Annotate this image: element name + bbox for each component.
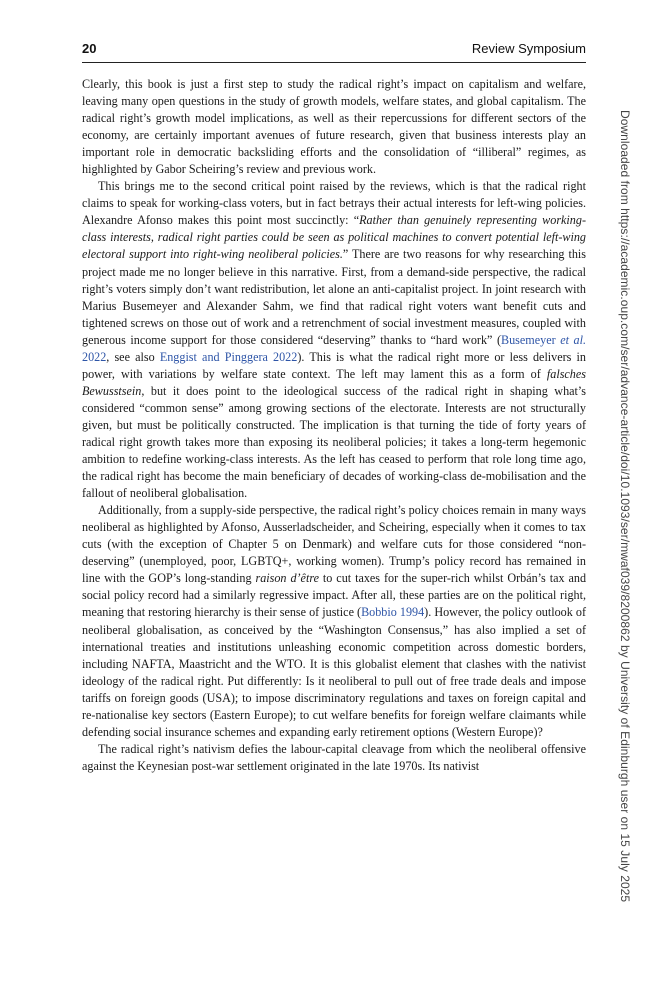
citation-bobbio-1994[interactable]: Bobbio 1994 [361,605,425,620]
download-watermark: Downloaded from https://academic.oup.com/ser/advance-article/doi/10.1093/ser/mwaf039/8200862 by University of Edinburgh user on 15 July 2025 [618,110,632,903]
afonso-quote: Rather than genuinely representing working-class interests, radical right parties could be seen as political machines to convert potential left-wing electoral support into right-wing neoliberal policies. [82,213,586,262]
paragraph-1: Clearly, this book is just a first step to study the radical right’s impact on capitalism and welfare, leaving many open questions in the study of growth models, welfare states, and global capitalism. The radical right’s growth model implications, as well as their repercussions for different sectors of the economy, are certainly important avenues of future research, given that business interests play an important role in democratic backsliding efforts and the consolidation of “illiberal” regimes, as highlighted by Gabor Scheiring’s review and previous work. [82,77,586,177]
paragraph-3-text-2: to cut taxes for the super-rich whilst Orbán’s tax and social policy record had a similarly regressive impact. After all, these parties are on the political right, meaning that restoring hierarchy is their sense of justice ( [82,571,587,620]
paragraph-3-text-3: ). However, the policy outlook of neoliberal globalisation, as conceived by the “Washington Consensus,” has also implied a set of international treaties and institutions unleashing economic competition across domestic borders, including NAFTA, Maastricht and the WTO. It is this globalist element that clashes with the nativist ideology of the radical right. Put differently: Is it neoliberal to pull out of free trade deals and impose tariffs on foreign goods (USA); to impose discriminatory regulations and taxes on foreign capital and re-nationalise key sectors (Eastern Europe); to cut welfare benefits for foreign welfare claimants while defending social insurance schemes and expanding early retirement options (Western Europe)? [82,605,586,739]
paragraph-2-text-4: ). This is what the radical right more or less delivers in power, with variations by welfare state context. The left may lament this as a form of [82,349,586,381]
running-head: Review Symposium [471,41,586,56]
citation-et-al: et al. [560,332,587,347]
citation-author: Busemeyer [501,332,561,347]
term-falsches-bewusstsein: falsches Bewusstsein [82,366,586,398]
citation-enggist-pinggera-2022[interactable]: Enggist and Pinggera 2022 [159,349,298,364]
paragraph-3-text-1: Additionally, from a supply-side perspective, the radical right’s policy choices remain in many ways neoliberal as highlighted by Afonso, Ausserladscheider, and Scheiring, especially when it comes to tax cuts (with the exception of Chapter 5 on Denmark) and welfare cuts for those considered “non-deserving” (unemployed, poor, LGBTQ+, working women). Trump’s policy record has remained in line with the GOP’s long-standing [82,503,586,586]
page-header [82,40,586,63]
paragraph-2-text-2: ” There are two reasons for why researching this project made me no longer believe in this narrative. First, from a demand-side perspective, the radical right’s voters simply don’t want redistribution, let alone an anti-capitalist project. In joint research with Marius Busemeyer and Alexander Sahm, we find that radical right voters want benefit cuts and tightened screws on those out of work and a retrenchment of social investment measures, coupled with generous income support for those considered “deserving” thanks to “hard work” ( [82,247,586,347]
term-raison-detre: raison d’être [255,571,319,586]
paragraph-3 [82,502,586,741]
paragraph-2 [82,178,586,502]
paragraph-2-text-5: , but it does point to the ideological success of the radical right in shaping what’s considered “common sense” among growing sections of the electorate. Interests are not structurally given, but must be politically constructed. The implication is that turning the tide of forty years of radical right growth takes more than exposing its neoliberal policies; it takes a long-term hegemonic ambition to redefine working-class interests. As the left has ceased to perform that role long time ago, the radical right has become the main beneficiary of decades of working-class de-mobilisation and the fallout of neoliberal globalisation. [82,383,586,501]
paragraph-2-text-1: This brings me to the second critical point raised by the reviews, which is that the radical right claims to speak for working-class voters, but in fact betrays their actual interests for left-wing policies. Alexandre Afonso makes this point most succinctly: “ [82,179,586,228]
citation-year: 2022 [82,349,107,364]
page-number: 20 [82,41,97,56]
paragraph-4: The radical right’s nativism defies the labour-capital cleavage from which the neoliberal offensive against the Keynesian post-war settlement originated in the late 1970s. Its nativist [82,741,586,773]
article-body [82,76,586,775]
paragraph-2-text-3: , see also [106,349,160,364]
